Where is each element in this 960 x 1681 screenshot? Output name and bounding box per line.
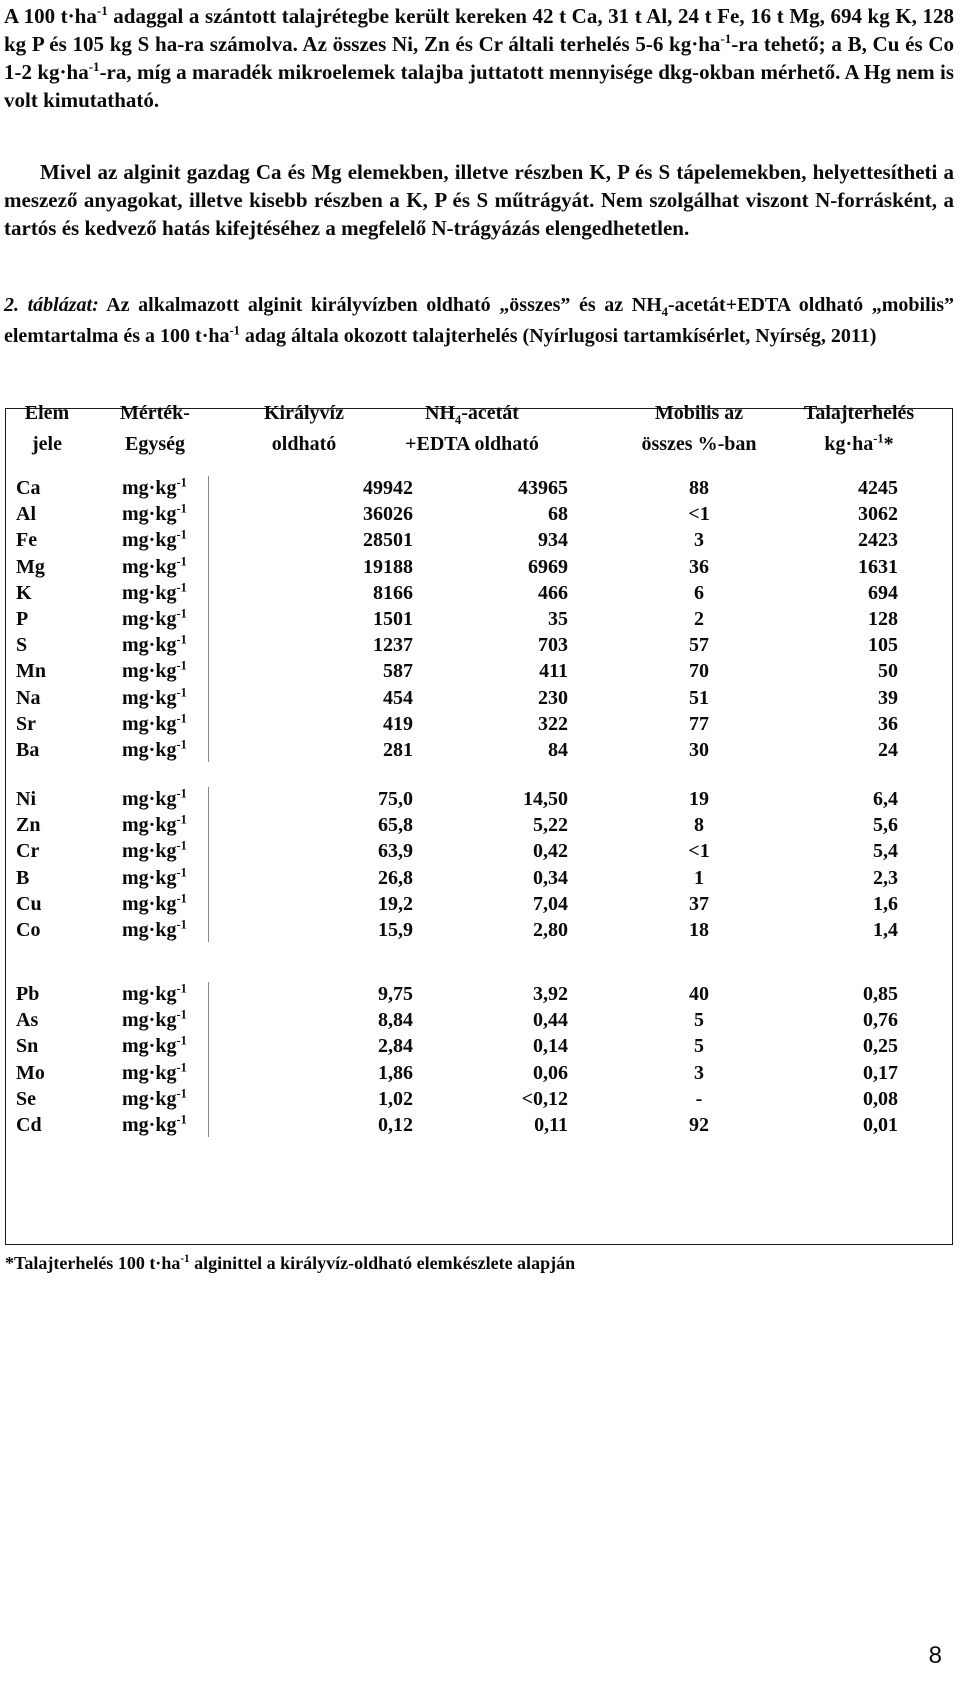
cell-aqua-regia: 19,2: [378, 892, 413, 915]
cell-unit: $mg\cdot kg^{-1}$: [122, 812, 187, 837]
cell-nh4-acetate: 934: [538, 529, 568, 552]
cell-mobile-percent: <1: [688, 503, 710, 526]
group-separator-line: [208, 476, 209, 762]
cell-unit: $mg\cdot kg^{-1}$: [122, 580, 187, 604]
cell-element: Sn: [16, 1035, 39, 1058]
cell-soil-load: 39: [878, 686, 898, 709]
cell-soil-load: 2,3: [873, 866, 898, 889]
cell-mobile-percent: 6: [694, 581, 704, 604]
cell-unit: $mg\cdot kg^{-1}$: [122, 1086, 187, 1110]
cell-element: Fe: [16, 529, 38, 552]
cell-element: Pb: [16, 983, 40, 1005]
cell-unit: $mg\cdot kg^{-1}$: [122, 606, 187, 630]
cell-nh4-acetate: 703: [538, 634, 568, 657]
header-unit: Mérték- Egység: [120, 402, 190, 455]
cell-element: Ni: [16, 788, 36, 810]
cell-aqua-regia: 28501: [363, 529, 413, 552]
table-footnote: *Talajterhelés 100 $t\cdot ha^{-1}$ alginittel a királyvíz-oldható elemkészlete alapján: [5, 1253, 576, 1273]
cell-nh4-acetate: <0,12: [521, 1087, 568, 1110]
element-content-table: [5, 402, 953, 1245]
cell-soil-load: 694: [868, 581, 898, 604]
cell-mobile-percent: 3: [694, 1061, 704, 1084]
cell-element: Sr: [16, 712, 36, 735]
cell-aqua-regia: 281: [383, 739, 413, 761]
cell-soil-load: 5,4: [873, 840, 898, 863]
cell-aqua-regia: 454: [383, 686, 413, 709]
cell-element: B: [16, 866, 30, 889]
cell-unit: $mg\cdot kg^{-1}$: [122, 711, 187, 735]
cell-soil-load: 0,01: [863, 1114, 898, 1136]
cell-nh4-acetate: 0,06: [533, 1061, 568, 1084]
cell-nh4-acetate: 35: [548, 608, 568, 630]
page-number: 8: [928, 1642, 942, 1669]
cell-element: Cd: [16, 1114, 42, 1136]
cell-element: Cu: [16, 892, 42, 915]
cell-element: Ca: [16, 477, 41, 499]
cell-element: Ba: [16, 739, 40, 761]
cell-soil-load: 1,6: [873, 892, 898, 915]
cell-nh4-acetate: 0,34: [533, 866, 568, 889]
cell-mobile-percent: 36: [689, 555, 709, 578]
cell-element: Na: [16, 686, 41, 709]
cell-mobile-percent: <1: [688, 840, 710, 863]
cell-nh4-acetate: 230: [538, 686, 568, 709]
cell-aqua-regia: 36026: [363, 503, 413, 526]
intro-paragraph: A 100 $t\cdot ha^{-1}$ adaggal a szántott talajrétegbe került kereken 42 t Ca, 31 t Al, 24 t Fe, 16 t Mg, 694 kg K, 128 kg P és 105 kg S ha-ra számolva. Az összes Ni, Zn és Cr általi terhelés 5-6 $kg\cdot ha^{-1}-ra$ tehető; a B, Cu és Co 1-2 $kg\cdot ha^{-1}-ra$, míg a maradék mikroelemek talajba juttatott mennyisége dkg-okban mérhető. A Hg nem is volt kimutatható.: [4, 3, 955, 112]
cell-unit: $mg\cdot kg^{-1}$: [122, 527, 187, 552]
cell-element: K: [16, 581, 32, 604]
cell-soil-load: 0,76: [863, 1009, 898, 1032]
cell-aqua-regia: 1,86: [378, 1061, 413, 1084]
header-aqua-regia: Királyvíz oldható: [264, 402, 344, 455]
cell-unit: $mg\cdot kg^{-1}$: [122, 737, 187, 761]
cell-soil-load: 4245: [858, 477, 898, 499]
cell-mobile-percent: -: [695, 1087, 703, 1110]
cell-unit: $mg\cdot kg^{-1}$: [122, 632, 187, 657]
cell-mobile-percent: 3: [694, 529, 704, 552]
cell-element: Cr: [16, 840, 40, 863]
cell-element: S: [16, 634, 28, 657]
cell-mobile-percent: 92: [689, 1114, 709, 1136]
cell-element: Se: [16, 1087, 36, 1110]
cell-nh4-acetate: 0,44: [533, 1009, 568, 1032]
cell-nh4-acetate: 14,50: [523, 788, 568, 810]
cell-element: Co: [16, 919, 41, 941]
cell-soil-load: 36: [878, 712, 898, 735]
cell-nh4-acetate: 322: [538, 712, 568, 735]
cell-nh4-acetate: 0,11: [534, 1114, 568, 1136]
group-separator-line: [208, 982, 209, 1137]
cell-soil-load: 128: [868, 608, 898, 630]
cell-aqua-regia: 1501: [373, 608, 413, 630]
cell-mobile-percent: 88: [689, 477, 709, 499]
cell-unit: $mg\cdot kg^{-1}$: [122, 501, 187, 526]
cell-soil-load: 1631: [858, 555, 898, 578]
cell-nh4-acetate: 84: [548, 739, 568, 761]
cell-nh4-acetate: 466: [538, 581, 568, 604]
cell-nh4-acetate: 0,42: [533, 840, 568, 863]
cell-unit: $mg\cdot kg^{-1}$: [122, 658, 187, 683]
cell-mobile-percent: 30: [689, 739, 709, 761]
cell-mobile-percent: 70: [689, 660, 709, 683]
cell-aqua-regia: 419: [383, 712, 413, 735]
cell-element: As: [16, 1009, 39, 1032]
cell-unit: $mg\cdot kg^{-1}$: [122, 891, 187, 915]
cell-mobile-percent: 77: [689, 712, 709, 735]
cell-mobile-percent: 37: [689, 892, 709, 915]
header-soil-load: Talajterhelés $kg\cdot ha^{-1}*$: [803, 402, 915, 455]
cell-aqua-regia: 65,8: [378, 814, 413, 837]
header-nh4-acetate: $NH_4$-acetát +EDTA oldható: [405, 402, 539, 455]
cell-soil-load: 3062: [858, 503, 898, 526]
cell-unit: $mg\cdot kg^{-1}$: [122, 1112, 187, 1136]
cell-aqua-regia: 49942: [363, 477, 413, 499]
cell-mobile-percent: 40: [689, 983, 709, 1005]
cell-mobile-percent: 5: [694, 1009, 704, 1032]
header-element: Elem jele: [24, 402, 70, 455]
cell-unit: $mg\cdot kg^{-1}$: [122, 1007, 187, 1032]
cell-soil-load: 50: [878, 660, 898, 683]
cell-mobile-percent: 8: [694, 814, 704, 837]
cell-aqua-regia: 9,75: [378, 983, 413, 1005]
cell-soil-load: 0,17: [863, 1061, 898, 1084]
cell-aqua-regia: 19188: [363, 555, 413, 578]
cell-element: Zn: [16, 814, 41, 837]
cell-unit: $mg\cdot kg^{-1}$: [122, 786, 187, 810]
cell-nh4-acetate: 411: [539, 660, 568, 683]
cell-element: Mg: [16, 555, 45, 578]
cell-unit: $mg\cdot kg^{-1}$: [122, 864, 187, 889]
cell-soil-load: 0,25: [863, 1035, 898, 1058]
cell-nh4-acetate: 5,22: [533, 814, 568, 837]
cell-unit: $mg\cdot kg^{-1}$: [122, 553, 187, 578]
body-paragraph: Mivel az alginit gazdag Ca és Mg elemekben, illetve részben K, P és S tápelemekben, helyettesítheti a meszező anyagokat, illetve kisebb részben a K, P és S műtrágyát. Nem szolgálhat viszont N-forrásként, a tartós és kedvező hatás kifejtéséhez a megfelelő N-trágyázás elengedhetetlen.: [4, 160, 954, 240]
cell-nh4-acetate: 2,80: [533, 919, 568, 941]
cell-mobile-percent: 2: [694, 608, 704, 630]
cell-aqua-regia: 587: [383, 660, 413, 683]
cell-element: P: [16, 608, 29, 630]
cell-mobile-percent: 5: [694, 1035, 704, 1058]
cell-element: Mn: [16, 660, 46, 683]
cell-soil-load: 1,4: [873, 919, 898, 941]
cell-mobile-percent: 57: [689, 634, 709, 657]
cell-aqua-regia: 8,84: [378, 1009, 413, 1032]
cell-unit: $mg\cdot kg^{-1}$: [122, 684, 187, 709]
cell-soil-load: 0,85: [863, 983, 898, 1005]
cell-aqua-regia: 15,9: [378, 919, 413, 941]
cell-nh4-acetate: 68: [548, 503, 568, 526]
cell-unit: $mg\cdot kg^{-1}$: [122, 838, 187, 863]
cell-aqua-regia: 1,02: [378, 1087, 413, 1110]
table-caption: 2. táblázat: Az alkalmazott alginit királyvízben oldható „összes” és az $NH_4-acetát+EDTA$ oldható „mobilis” elemtartalma és a 100 $t\cdot ha^{-1}$ adag általa okozott talajterhelés (Nyírlugosi tartamkísérlet, Nyírség, 2011): [4, 294, 954, 347]
cell-mobile-percent: 51: [689, 686, 709, 709]
cell-unit: $mg\cdot kg^{-1}$: [122, 1059, 187, 1084]
cell-unit: $mg\cdot kg^{-1}$: [122, 981, 187, 1005]
cell-mobile-percent: 18: [689, 919, 709, 941]
cell-nh4-acetate: 43965: [518, 477, 568, 499]
cell-soil-load: 2423: [858, 529, 898, 552]
cell-soil-load: 105: [868, 634, 898, 657]
cell-aqua-regia: 8166: [373, 581, 413, 604]
cell-soil-load: 24: [878, 739, 898, 761]
cell-unit: $mg\cdot kg^{-1}$: [122, 917, 187, 941]
cell-soil-load: 6,4: [873, 788, 898, 810]
cell-nh4-acetate: 7,04: [533, 892, 568, 915]
cell-aqua-regia: 63,9: [378, 840, 413, 863]
cell-element: Mo: [16, 1061, 45, 1084]
cell-nh4-acetate: 0,14: [533, 1035, 568, 1058]
cell-unit: $mg\cdot kg^{-1}$: [122, 475, 187, 499]
cell-nh4-acetate: 3,92: [533, 983, 568, 1005]
cell-unit: $mg\cdot kg^{-1}$: [122, 1033, 187, 1058]
header-mobile-percent: Mobilis az összes %-ban: [641, 402, 757, 455]
cell-aqua-regia: 1237: [373, 634, 413, 657]
cell-aqua-regia: 75,0: [378, 788, 413, 810]
cell-mobile-percent: 19: [689, 788, 709, 810]
cell-soil-load: 0,08: [863, 1087, 898, 1110]
cell-aqua-regia: 26,8: [378, 866, 413, 889]
cell-mobile-percent: 1: [694, 866, 704, 889]
cell-aqua-regia: 0,12: [378, 1114, 413, 1136]
cell-nh4-acetate: 6969: [528, 555, 568, 578]
cell-element: Al: [16, 503, 36, 526]
table-caption-label: 2. táblázat:: [4, 294, 99, 316]
group-separator-line: [208, 787, 209, 942]
cell-soil-load: 5,6: [873, 814, 898, 837]
cell-aqua-regia: 2,84: [378, 1035, 413, 1058]
